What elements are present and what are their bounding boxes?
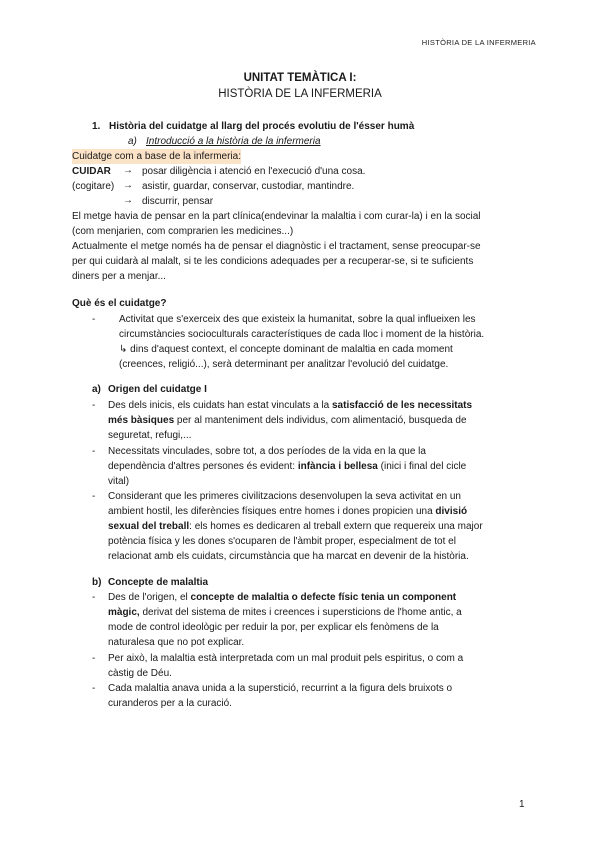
- bullet-dash: -: [92, 653, 96, 664]
- subsection-letter: a): [128, 136, 137, 147]
- what-is-line: (creences, religió...), serà determinant per analitzar l'evolució del cuidatge.: [119, 359, 449, 370]
- unit-subtitle: HISTÒRIA DE LA INFERMERIA: [218, 88, 382, 100]
- arrow-icon: →: [123, 165, 133, 176]
- origin-bullet-2-line-1: Necessitats vinculades, sobre tot, a dos períodes de la vida en la que la: [108, 446, 426, 457]
- cogitare-word: (cogitare): [72, 181, 115, 192]
- origin-bullet-1-line-3: seguretat, refugi,...: [108, 430, 192, 441]
- paragraph-line: El metge havia de pensar en la part clínica(endevinar la malaltia i com curar-la) i en la social: [72, 211, 481, 222]
- origin-bullet-3-line-2: ambient hostil, les diferències físiques entre homes i dones propicien una divisió: [108, 506, 468, 517]
- disease-bullet-3-line-1: Cada malaltia anava unida a la superstició, recurrint a la figura dels bruixots o: [108, 683, 453, 694]
- paragraph-line: (com menjarien, com comprarien les medicines...): [72, 226, 294, 237]
- bullet-dash: -: [92, 683, 96, 694]
- disease-bullet-1-line-4: naturalesa que no pot explicar.: [108, 637, 245, 648]
- disease-bullet-1-line-3: mode de control ideològic per reduir la por, per explicar els fenòmens de la: [108, 622, 439, 633]
- origin-bullet-3-line-3: sexual del treball: els homes es dedicaren al treball extern que requereix una major: [108, 521, 483, 532]
- origin-bullet-1-line-1: Des dels inicis, els cuidats han estat vinculats a la satisfacció de les necessitats: [108, 400, 473, 411]
- paragraph-line: per qui cuidarà al malalt, si te les condicions adequades per a recuperar-se, si te suficients: [72, 256, 474, 267]
- disease-bullet-1-line-2: màgic, derivat del sistema de mites i creences i supersticions de l'home antic, a: [108, 607, 462, 618]
- section-heading: Història del cuidatge al llarg del procés evolutiu de l'ésser humà: [109, 121, 415, 132]
- paragraph-line: Actualmente el metge només ha de pensar el diagnòstic i el tractament, sense preocupar-se: [72, 241, 481, 252]
- bullet-dash: -: [92, 592, 96, 603]
- page-number: 1: [519, 799, 525, 810]
- bullet-dash: -: [92, 314, 96, 325]
- arrow-icon: →: [123, 180, 133, 191]
- disease-bullet-3-line-2: curanderos per a la curació.: [108, 698, 232, 709]
- highlight-line: Cuidatge com a base de la infermeria:: [72, 151, 241, 162]
- cuidar-definition-2: asistir, guardar, conservar, custodiar, mantindre.: [142, 181, 355, 192]
- what-is-line: circumstàncies socioculturals característiques de cada lloc i moment de la història.: [119, 329, 485, 340]
- subsection-title: Introducció a la història de la infermeria: [146, 136, 321, 147]
- disease-heading: Concepte de malaltia: [108, 577, 209, 588]
- what-is-heading: Què és el cuidatge?: [72, 298, 167, 309]
- arrow-icon: →: [123, 195, 133, 206]
- origin-bullet-2-line-2: dependència d'altres persones és evident: infància i bellesa (inici i final del cicle: [108, 461, 467, 472]
- origin-heading: Origen del cuidatge I: [108, 384, 207, 395]
- bullet-dash: -: [92, 491, 96, 502]
- bullet-dash: -: [92, 446, 96, 457]
- disease-bullet-2-line-2: càstig de Déu.: [108, 668, 172, 679]
- cuidar-word: CUIDAR: [72, 166, 111, 177]
- disease-bullet-2-line-1: Per això, la malaltia està interpretada com un mal produit pels espiritus, o com a: [108, 653, 464, 664]
- cuidar-definition-1: posar diligència i atenció en l'execució d'una cosa.: [142, 166, 366, 177]
- what-is-line: Activitat que s'exerceix des que existeix la humanitat, sobre la qual influeixen les: [119, 314, 476, 325]
- disease-bullet-1-line-1: Des de l'origen, el concepte de malaltia o defecte físic tenia un component: [108, 592, 457, 603]
- paragraph-line: diners per a menjar...: [72, 271, 166, 282]
- bullet-dash: -: [92, 400, 96, 411]
- origin-bullet-3-line-1: Considerant que les primeres civilitzacions desenvolupen la seva activitat en un: [108, 491, 461, 502]
- origin-bullet-1-line-2: més bàsiques per al manteniment dels individus, com alimentació, busqueda de: [108, 415, 467, 426]
- origin-bullet-3-line-5: relacionat amb els cuidats, circumstància que ha marcat en devenir de la història.: [108, 551, 469, 562]
- running-header: HISTÒRIA DE LA INFERMERIA: [421, 38, 536, 47]
- unit-title: UNITAT TEMÀTICA I:: [243, 72, 357, 84]
- origin-letter: a): [92, 384, 101, 395]
- disease-letter: b): [92, 577, 102, 588]
- what-is-line: ↳ dins d'aquest context, el concepte dominant de malaltia en cada moment: [119, 344, 453, 355]
- origin-bullet-2-line-3: vital): [108, 476, 130, 487]
- origin-bullet-3-line-4: potència física y les dones s'ocuparen de l'àmbit proper, especialment de tot el: [108, 536, 456, 547]
- section-number: 1.: [92, 121, 101, 132]
- cuidar-definition-3: discurrir, pensar: [142, 196, 214, 207]
